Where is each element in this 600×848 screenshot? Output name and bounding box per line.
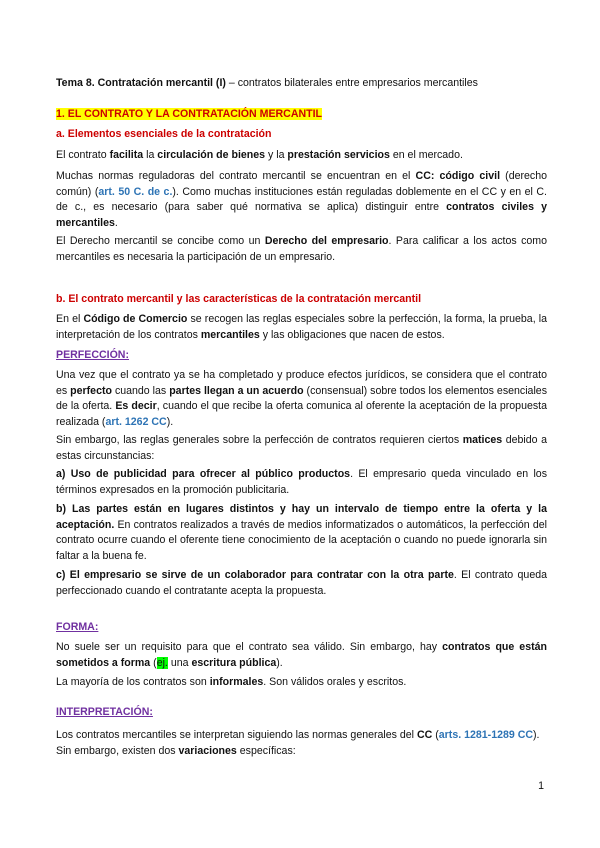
article-reference: arts. 1281-1289 CC bbox=[438, 729, 534, 741]
subheading-a: a. Elementos esenciales de la contratación bbox=[56, 128, 272, 140]
page-number: 1 bbox=[538, 780, 544, 792]
p11-bold: informales bbox=[209, 676, 264, 688]
paragraph-1 bbox=[56, 148, 547, 164]
p2-text: Muchas normas reguladoras del contrato mercantil se encuentran en el bbox=[56, 170, 416, 182]
p4-bold: Código de Comercio bbox=[83, 313, 188, 325]
document-title bbox=[56, 76, 547, 92]
p1-text: y la bbox=[265, 149, 288, 161]
paragraph-7 bbox=[56, 467, 547, 498]
p10-bold: escritura pública bbox=[191, 656, 277, 669]
p7-text: . El empresario queda vinculado en los términos expresados en la promoción publicitaria. bbox=[56, 468, 547, 496]
heading-perfeccion: PERFECCIÓN: bbox=[56, 349, 129, 361]
p5-text: ). bbox=[166, 415, 174, 428]
p1-bold: prestación servicios bbox=[287, 149, 390, 161]
p12-bold: CC bbox=[416, 729, 433, 741]
p10-bold: contratos que están sometidos a forma bbox=[56, 641, 547, 669]
p10-text: ). bbox=[276, 656, 283, 669]
p1-text: en el mercado. bbox=[389, 149, 463, 161]
p10-text: una bbox=[167, 656, 192, 669]
paragraph-11 bbox=[56, 675, 547, 691]
p3-text: . Para calificar a los actos como mercantiles es necesaria la participación de un empresario. bbox=[56, 235, 547, 263]
section-heading-1 bbox=[56, 107, 547, 123]
p3-bold: Derecho del empresario bbox=[264, 235, 389, 247]
p12-text: Los contratos mercantiles se interpretan siguiendo las normas generales del bbox=[56, 729, 417, 741]
title-rest: – contratos bilaterales entre empresarios mercantiles bbox=[225, 77, 478, 89]
p5-bold: partes llegan a un acuerdo bbox=[169, 384, 304, 397]
p4-text: se recogen las reglas especiales sobre la perfección, la forma, la prueba, la interpretación de los contratos bbox=[56, 313, 548, 341]
p10-text: ( bbox=[150, 656, 157, 669]
article-reference: art. 1262 CC bbox=[105, 415, 167, 428]
p11-text: . Son válidos orales y escritos. bbox=[263, 676, 407, 688]
p5-bold: Es decir bbox=[115, 400, 157, 413]
p11-text: La mayoría de los contratos son bbox=[56, 676, 210, 688]
p2-text: . bbox=[114, 216, 118, 229]
p5-text: cuando las bbox=[111, 384, 170, 397]
p5-text: , cuando el que recibe la oferta comunica al oferente la aceptación de la propuesta realizada ( bbox=[56, 400, 547, 428]
p9-bold: c) El empresario se sirve de un colaborador para contratar con la otra parte bbox=[56, 569, 454, 581]
example-highlight: ej. bbox=[156, 656, 168, 669]
subheading-b: b. El contrato mercantil y las características de la contratación mercantil bbox=[56, 293, 422, 305]
p2-bold: contratos civiles y mercantiles bbox=[56, 201, 547, 229]
heading-forma: FORMA: bbox=[56, 621, 99, 633]
p7-bold: a) Uso de publicidad para ofrecer al público productos bbox=[56, 468, 351, 480]
p5-text: (consensual) sobre todos los elementos esenciales de la oferta. bbox=[56, 384, 547, 413]
p4-text: En el bbox=[56, 313, 84, 325]
paragraph-4 bbox=[56, 312, 547, 343]
title-bold: Tema 8. Contratación mercantil (I) bbox=[56, 77, 226, 89]
paragraph-5 bbox=[56, 368, 547, 430]
p6-bold: matices bbox=[462, 434, 503, 446]
p1-text: la bbox=[143, 149, 158, 161]
paragraph-12 bbox=[56, 728, 547, 759]
p8-bold: b) Las partes están en lugares distintos y hay un intervalo de tiempo entre la oferta y la aceptación. bbox=[56, 503, 547, 531]
p4-text: y las obligaciones que nacen de estos. bbox=[259, 328, 445, 341]
p6-text: Sin embargo, las reglas generales sobre la perfección de contratos requieren ciertos bbox=[56, 434, 463, 446]
p2-text: ). Como muchas instituciones están reguladas doblemente en el CC y en el C. de c., es necesario (para saber qué normativa se aplica) distinguir entre bbox=[56, 185, 548, 214]
heading-interpretacion: INTERPRETACIÓN: bbox=[56, 706, 153, 718]
p6-text: debido a estas circunstancias: bbox=[56, 434, 547, 462]
p2-text: (derecho común) ( bbox=[56, 170, 547, 198]
paragraph-6 bbox=[56, 433, 547, 464]
p2-bold: CC: código civil bbox=[415, 170, 501, 182]
paragraph-2 bbox=[56, 169, 547, 231]
paragraph-10 bbox=[56, 640, 547, 671]
p8-text: En contratos realizados a través de medios informatizados o automáticos, la perfección del contrato ocurre cuando el oferente tiene conocimiento de la aceptación o cuando no puede ignorarla sin faltar a la buena fe. bbox=[56, 518, 547, 562]
paragraph-3 bbox=[56, 234, 547, 265]
p3-text: El Derecho mercantil se concibe como un bbox=[56, 235, 265, 247]
p1-bold: facilita bbox=[109, 149, 144, 161]
p5-bold: perfecto bbox=[70, 384, 112, 397]
p1-bold: circulación de bienes bbox=[157, 149, 266, 161]
paragraph-9 bbox=[56, 568, 547, 599]
p4-bold: mercantiles bbox=[200, 328, 260, 341]
p5-text: Una vez que el contrato ya se ha completado y produce efectos jurídicos, se considera que el contrato es bbox=[56, 369, 547, 397]
p9-text: . El contrato queda perfeccionado cuando el contratante acepta la propuesta. bbox=[56, 569, 547, 597]
p1-text: El contrato bbox=[56, 149, 110, 161]
p10-text: No suele ser un requisito para que el contrato sea válido. Sin embargo, hay bbox=[56, 641, 443, 653]
p12-bold: variaciones bbox=[178, 744, 237, 757]
article-reference: art. 50 C. de c. bbox=[98, 185, 173, 198]
p12-text: ( bbox=[432, 729, 439, 741]
heading-1-text: 1. EL CONTRATO Y LA CONTRATACIÓN MERCANTIL bbox=[56, 108, 323, 120]
p12-text: específicas: bbox=[236, 744, 296, 757]
p12-text: ). Sin embargo, existen dos bbox=[56, 729, 540, 757]
paragraph-8 bbox=[56, 502, 547, 564]
